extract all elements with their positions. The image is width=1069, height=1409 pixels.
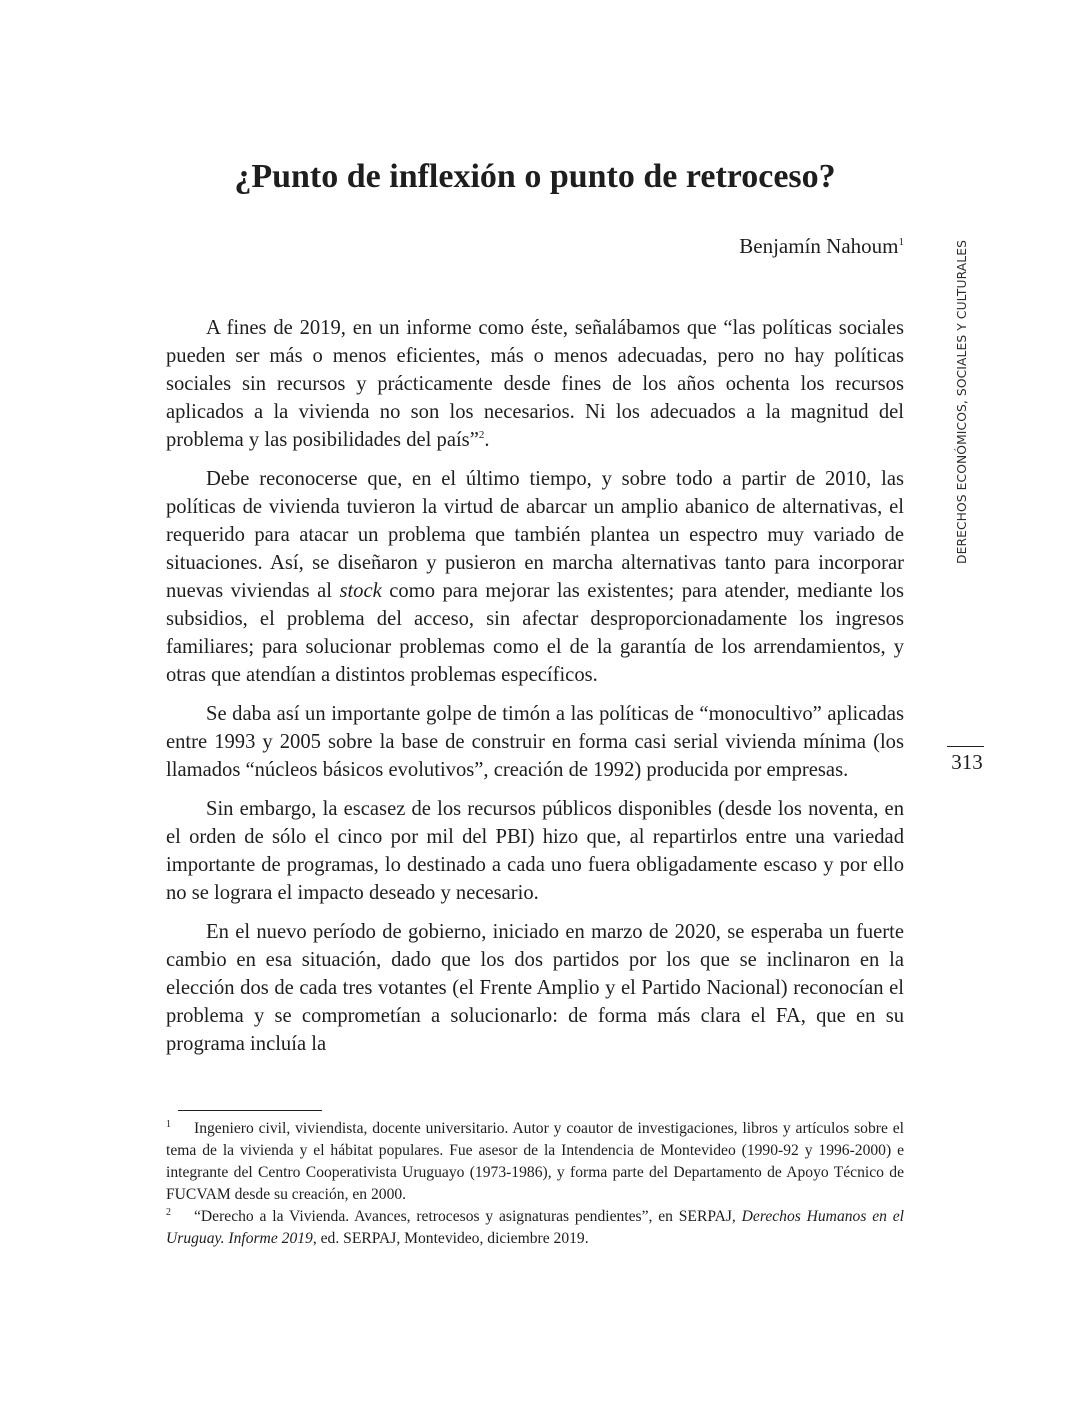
footnote-1 bbox=[166, 1118, 904, 1206]
stock-term: stock bbox=[339, 580, 382, 602]
footnote-2 bbox=[166, 1206, 904, 1250]
article-body bbox=[166, 314, 904, 1069]
paragraph-2-text-a: Debe reconocerse que, en el último tiempo, y sobre todo a partir de 2010, las políticas de vivienda tuvieron la virtud de abarcar un amplio abanico de alternativas, el requerido para atacar un problema que también plantea un espectro muy variado de situaciones. Así, se diseñaron y pusieron en marcha alternativas tanto para incorporar nuevas viviendas al bbox=[166, 468, 904, 602]
paragraph-3: Se daba así un importante golpe de timón a las políticas de “monocultivo” aplicadas entre 1993 y 2005 sobre la base de construir en forma casi serial vivienda mínima (los llamados “núcleos básicos evolutivos”, creación de 1992) producida por empresas. bbox=[166, 703, 904, 781]
page-number: 313 bbox=[951, 750, 983, 774]
paragraph-4: Sin embargo, la escasez de los recursos públicos disponibles (desde los noventa, en el orden de sólo el cinco por mil del PBI) hizo que, al repartirlos entre una variedad importante de programas, lo destinado a cada uno fuera obligadamente escaso y por ello no se lograra el impacto deseado y necesario. bbox=[166, 798, 904, 904]
footnote-1-text: Ingeniero civil, viviendista, docente universitario. Autor y coautor de investigaciones, libros y artículos sobre el tema de la vivienda y el hábitat populares. Fue asesor de la Intendencia de Montevideo (1990-92 y 1996-2000) e integrante del Centro Cooperativista Uruguayo (1973-1986), y forma parte del Departamento de Apoyo Técnico de FUCVAM desde su creación, en 2000. bbox=[166, 1120, 904, 1203]
footnote-2-italic: Derechos Humanos en el Uruguay. Informe 2019 bbox=[166, 1208, 904, 1247]
footnote-1-mark: 1 bbox=[166, 1119, 171, 1130]
footnote-2-text-a: “Derecho a la Vivienda. Avances, retrocesos y asignaturas pendientes”, en SERPAJ, bbox=[194, 1208, 742, 1225]
paragraph-2-text-b: como para mejorar las existentes; para atender, mediante los subsidios, el problema del acceso, sin afectar desproporcionadamente los ingresos familiares; para solucionar problemas como el de la garantía de los arrendamientos, y otras que atendían a distintos problemas específicos. bbox=[166, 580, 905, 686]
footnotes bbox=[166, 1118, 904, 1250]
paragraph-5: En el nuevo período de gobierno, iniciado en marzo de 2020, se esperaba un fuerte cambio en esa situación, dado que los dos partidos por los que se inclinaron en la elección dos de cada tres votantes (el Frente Amplio y el Partido Nacional) reconocían el problema y se comprometían a solucionarlo: de forma más clara el FA, que en su programa incluía la bbox=[166, 921, 904, 1055]
article-title: ¿Punto de inflexión o punto de retroceso? bbox=[234, 158, 836, 195]
footnote-ref-1[interactable]: 1 bbox=[898, 236, 904, 248]
author-name bbox=[739, 234, 904, 259]
footnote-separator bbox=[178, 1110, 322, 1111]
paragraph-2 bbox=[166, 465, 904, 689]
section-running-head-text: DERECHOS ECONÓMICOS, SOCIALES Y CULTURALES bbox=[955, 239, 969, 564]
footnote-2-mark: 2 bbox=[166, 1207, 171, 1218]
author-name-text: Benjamín Nahoum bbox=[739, 234, 899, 258]
footnote-2-text-b: , ed. SERPAJ, Montevideo, diciembre 2019. bbox=[312, 1230, 589, 1247]
paragraph-1 bbox=[166, 314, 904, 454]
footnote-ref-2[interactable]: 2 bbox=[478, 429, 485, 442]
section-running-head bbox=[955, 239, 975, 564]
page-number-rule bbox=[947, 746, 984, 747]
paragraph-1-end: . bbox=[484, 429, 490, 451]
paragraph-1-text: A fines de 2019, en un informe como éste, señalábamos que “las políticas sociales pueden ser más o menos eficientes, más o menos adecuadas, pero no hay políticas sociales sin recursos y prácticamente desde fines de los años ochenta los recursos aplicados a la vivienda no son los necesarios. Ni los adecuados a la magnitud del problema y las posibilidades del país” bbox=[166, 317, 904, 451]
